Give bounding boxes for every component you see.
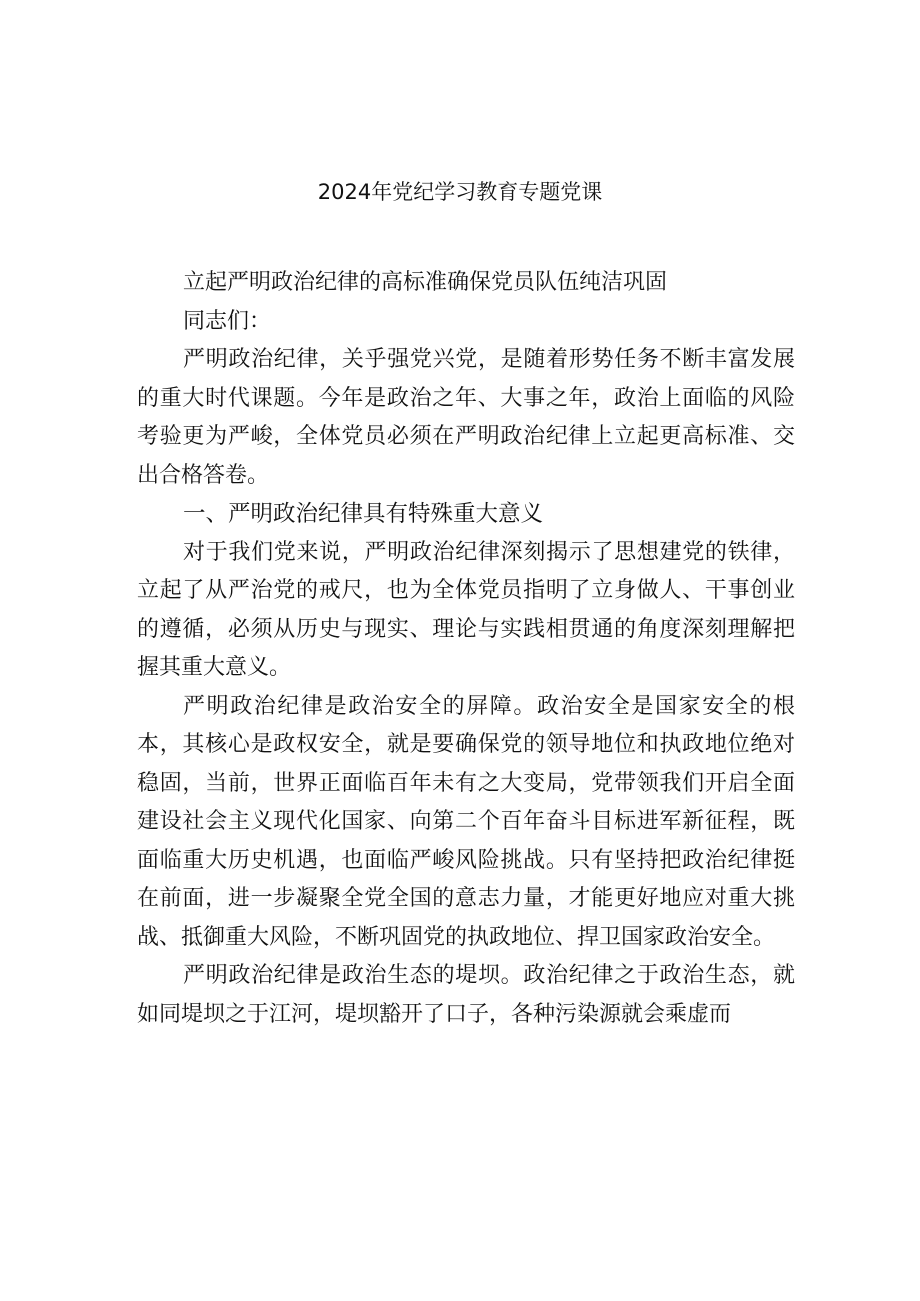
subtitle-paragraph: 立起严明政治纪律的高标准确保党员队伍纯洁巩固 (183, 270, 668, 295)
body-paragraph: 对于我们党来说，严明政治纪律深刻揭示了思想建党的铁律，立起了从严治党的戒尺，也为全体党员指明了立身做人、干事创业的遵循，必须从历史与现实、理论与实践相贯通的角度深刻理解把握其重大意义。 (137, 539, 795, 680)
section-heading: 一、严明政治纪律具有特殊重大意义 (183, 501, 544, 527)
salutation-paragraph: 同志们： (183, 308, 272, 334)
intro-paragraph: 严明政治纪律，关乎强党兴党，是随着形势任务不断丰富发展的重大时代课题。今年是政治之年、大事之年，政治上面临的风险考验更为严峻，全体党员必须在严明政治纪律上立起更高标准、交出合格答卷。 (137, 347, 795, 488)
body-paragraph: 严明政治纪律是政治生态的堤坝。政治纪律之于政治生态，就如同堤坝之于江河，堤坝豁开了口子，各种污染源就会乘虚而 (137, 963, 795, 1027)
document-body (137, 264, 795, 1034)
document-title: 2024年党纪学习教育专题党课 (317, 180, 603, 204)
body-paragraph: 严明政治纪律是政治安全的屏障。政治安全是国家安全的根本，其核心是政权安全，就是要确保党的领导地位和执政地位绝对稳固，当前，世界正面临百年未有之大变局，党带领我们开启全面建设社会主义现代化国家、向第二个百年奋斗目标进军新征程，既面临重大历史机遇，也面临严峻风险挑战。只有坚持把政治纪律挺在前面，进一步凝聚全党全国的意志力量，才能更好地应对重大挑战、抵御重大风险，不断巩固党的执政地位、捍卫国家政治安全。 (137, 693, 795, 950)
